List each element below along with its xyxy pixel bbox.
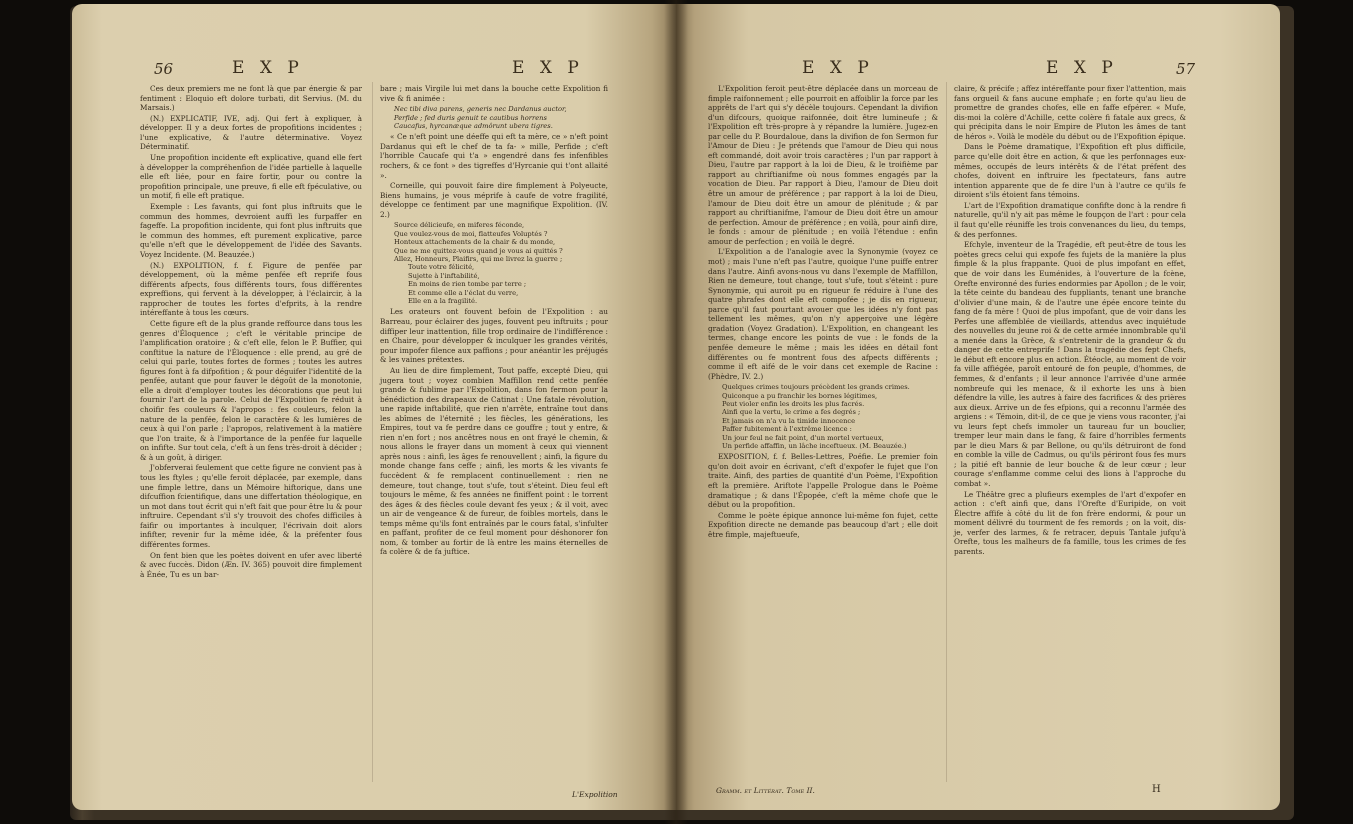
right-page bbox=[676, 4, 1280, 810]
paragraph: Exemple : Les favants, qui font plus inftruits que le commun des hommes, devroient auffi les furpaffer en fageffe. La propofition incidente, qui font plus inftruits que le commun des hommes, eft purement explicative, parce qu'elle n'eft que le développement de l'idée des Savants. Voyez Incidente. (M. Beauzée.) bbox=[140, 202, 362, 259]
verse-line: Peut violer enfin les droits les plus facrés. bbox=[722, 399, 865, 408]
signature-mark: H bbox=[1152, 784, 1161, 795]
verse-line: Caucafus, hyrcanæque admôrunt ubera tigres. bbox=[394, 121, 553, 130]
left-running-head-2: E X P bbox=[512, 58, 584, 78]
right-page-number: 57 bbox=[1176, 60, 1196, 78]
paragraph: EXPOSITION, f. f. Belles-Lettres, Poéfie. Le premier foin qu'on doit avoir en écrivant, c'eft d'expofer le fujet que l'on traite. Ainfi, des parties de quantité d'un Poème, l'Expofition eft la première. Ariftote l'appelle Prologue dans le Poème dramatique ; & dans l'Épopée, c'eft la même chofe que le début ou la propofition. bbox=[708, 452, 938, 510]
left-column-2 bbox=[380, 84, 608, 558]
column-rule bbox=[372, 82, 373, 782]
right-column-2 bbox=[954, 84, 1186, 558]
paragraph: Comme le poète épique annonce lui-même fon fujet, cette Expofition directe ne demande pas beaucoup d'art ; elle doit être fimple, majeftueufe, bbox=[708, 510, 938, 539]
paragraph: Dans le Poème dramatique, l'Expofition eft plus difficile, parce qu'elle doit être en action, & que les perfonnages eux-mêmes, occupés de leurs intérêts & de l'état préfent des chofes, doivent en inftruire les fpectateurs, fans autre intention apparente que de fe dire l'un à l'autre ce qu'ils fe diroient s'ils étoient fans témoins. bbox=[954, 142, 1186, 200]
paragraph: « Ce n'eft point une déeffe qui eft ta mère, ce » n'eft point Dardanus qui eft le chef de ta fa- » mille, Perfide ; c'eft l'horrible Caucafe qui t'a » engendré dans fes infenfibles rochers, & ce font » des tigreffes d'Hyrcanie qui t'ont allaité ». bbox=[380, 132, 608, 180]
paragraph: J'obferverai feulement que cette figure ne convient pas à tous les ftyles ; qu'elle feroit déplacée, par exemple, dans une fimple lettre, dans un Mémoire hiftorique, dans une difcuffion fcientifique, dans une differtation théologique, en un mot dans tout écrit qui n'eft fait que pour être lu & pour inftruire. Cependant s'il s'y trouvoit des chofes difficiles à faifir ou importantes à inculquer, l'écrivain doit alors infifter, revenir fur la même idée, & la préfenter fous différentes formes. bbox=[140, 463, 362, 549]
verse-line: Sujette à l'inftabilité, bbox=[408, 271, 480, 280]
verse-line: Perfide ; fed duris genuit te cautibus horrens bbox=[394, 113, 547, 122]
verse-line: Nec tibi diva parens, generis nec Dardanus auctor, bbox=[394, 105, 567, 114]
volume-footer: Gramm. et Littérat. Tome II. bbox=[716, 786, 815, 795]
verse-line: Et comme elle a l'éclat du verre, bbox=[408, 288, 519, 297]
paragraph: Le Théâtre grec a plufieurs exemples de l'art d'expofer en action : c'eft ainfi que, dans l'Orefte d'Euripide, on voit Électre affife à côté du lit de fon frère endormi, & pour un moment délivré du tourment de fes remords ; on la voit, dis-je, verfer des larmes, & fe retracer, depuis Tantale jufqu'à Orefte, tous les malheurs de fa famille, tous les crimes de fes parents. bbox=[954, 489, 1186, 556]
paragraph: Efchyle, inventeur de la Tragédie, eft peut-être de tous les poètes grecs celui qui expofe fes fujets de la manière la plus fimple & la plus frappante. Quoi de plus impofant en effet, que de voir dans les Euménides, à l'ouverture de la fcène, Orefte environné des furies endormies par Apollon ; de le voir, la tête ceinte du bandeau des fuppliants, tenant une branche d'olivier d'une main, & de l'autre une épée encore teinte du fang de fa mère ! Quoi de plus impofant, que de voir dans les Perfes une affemblée de vieillards, attendus avec inquiétude des nouvelles du jeune roi & de cette armée innombrable qu'il a menée dans la Grèce, & s'entretenir de la grandeur & du danger de cette entreprife ! Dans la tragédie des fept Chefs, le début eft encore plus en action. Étéocle, au moment de voir fa ville affiégée, paroît entouré de fon peuple, d'hommes, de femmes, & d'enfants ; il leur annonce l'arrivée d'une armée nombreufe qui les menace, & il exhorte les uns à bien défendre la ville, les autres à faire des facrifices & des prières aux dieux. Arrive un de fes efpions, qui a reconnu l'armée des argiens : « Témoin, dit-il, de ce que je viens vous raconter, j'ai vu leurs fept chefs immoler un taureau fur un bouclier, tremper leur main dans le fang, & faire d'horribles ferments par le dieu Mars & par Bellone, ou qu'ils détruiront de fond en comble la ville de Cadmus, ou qu'ils périront fous fes murs ; la pitié eft bannie de leur bouche & de leur cœur ; leur courage s'enflamme comme celui des lions à l'approche du combat ». bbox=[954, 240, 1186, 488]
verse-line: Honteux attachements de la chair & du monde, bbox=[394, 238, 556, 247]
verse-line: Paffer fubitement à l'extrême licence : bbox=[722, 425, 852, 434]
latin-verse bbox=[394, 105, 608, 130]
french-verse bbox=[722, 383, 938, 450]
verse-line: Elle en a la fragilité. bbox=[408, 297, 478, 306]
paragraph: bare ; mais Virgile lui met dans la bouche cette Expolition fi vive & fi animée : bbox=[380, 84, 608, 103]
verse-line: Quelques crimes toujours précèdent les grands crimes. bbox=[722, 383, 910, 392]
column-rule bbox=[946, 82, 947, 782]
paragraph: On fent bien que les poètes doivent en ufer avec liberté & avec fuccès. Didon (Æn. IV. 365) pouvoit dire fimplement à Énée, Tu es un bar- bbox=[140, 550, 362, 579]
right-running-head-2: E X P bbox=[1046, 58, 1118, 78]
paragraph: L'art de l'Expofition dramatique confifte donc à la rendre fi naturelle, qu'il n'y ait pas même le foupçon de l'art : pour cela il faut qu'elle réuniffe les trois convenances du lieu, du temps, & des perfonnes. bbox=[954, 200, 1186, 239]
left-running-head-1: E X P bbox=[232, 58, 304, 78]
french-verse bbox=[394, 221, 608, 305]
paragraph: (N.) EXPLICATIF, IVE, adj. Qui fert à expliquer, à développer. Il y a deux fortes de propofitions incidentes ; l'une explicative, & l'autre déterminative. Voyez Déterminatif. bbox=[140, 113, 362, 152]
paragraph: Les orateurs ont fouvent befoin de l'Expolition : au Barreau, pour éclairer des juges, fouvent peu inftruits ; pour diffiper leur inattention, fille trop ordinaire de l'indifférence : en Chaire, pour développer & inculquer les grandes vérités, pour impofer filence aux paffions ; pour anéantir les préjugés & les vaines prétextes. bbox=[380, 307, 608, 365]
verse-line: Et jamais on n'a vu la timide innocence bbox=[722, 416, 856, 425]
paragraph: claire, & précife ; affez intéreffante pour fixer l'attention, mais fans orgueil & fans aucune emphafe ; en forte qu'au lieu de promettre de grandes chofes, elle en faffe efpérer. « Mufe, dis-moi la colère d'Achille, cette colère fi fatale aux grecs, & qui précipita dans le noir Empire de Pluton les âmes de tant de héros ». Voilà le modèle du début ou de l'Expofition épique. bbox=[954, 84, 1186, 141]
paragraph: L'Expolition feroit peut-être déplacée dans un morceau de fimple raifonnement ; elle pourroit en affoiblir la force par les apprêts de l'art qui s'y décèle toujours. Cependant la divifion d'un difcours, quoique raifonnée, doit être lumineufe ; & l'Expolition eft très-propre à y répandre la lumière. Jugez-en par celle du P. Bourdaloue, dans la divifion de fon Sermon fur l'Amour de Dieu : Je prétends que l'amour de Dieu qui nous eft commandé, doit avoir trois caractères ; l'un par rapport à Dieu, l'autre par rapport à la loi de Dieu, & le troifième par rapport au chriftianifme où nous fommes engagés par la vocation de Dieu. Par rapport à Dieu, l'amour de Dieu doit être un amour de préférence ; par rapport à la loi de Dieu, l'amour de Dieu doit être un amour de plénitude ; & par rapport au chriftianifme, l'amour de Dieu doit être un amour de perfection. Amour de préférence ; en voilà, pour ainfi dire, le fonds : amour de plénitude ; en voilà l'étendue : enfin amour de perfection ; en voilà le degré. bbox=[708, 84, 938, 246]
paragraph: (N.) EXPOLITION, f. f. Figure de penfée par développement, où la même penfée eft reprife fous différents afpects, fous différents tours, fous différentes expreffions, qui fervent à la développer, à l'éclaircir, à la rapprocher de toutes les fortes d'efprits, à la rendre intéreffante à tous les cœurs. bbox=[140, 260, 362, 318]
verse-line: Que ne me quittez-vous quand je vous ai quittés ? bbox=[394, 246, 563, 255]
verse-line: Allez, Honneurs, Plaifirs, qui me livrez la guerre ; bbox=[394, 255, 563, 264]
right-column-1 bbox=[708, 84, 938, 541]
verse-line: En moins de rien tombe par terre ; bbox=[408, 280, 527, 289]
paragraph: Ces deux premiers me ne font là que par énergie & par fentiment : Eloquio eft dolore turbati, dit Servius. (M. du Marsais.) bbox=[140, 84, 362, 113]
verse-line: Que voulez-vous de moi, flatteufes Voluptés ? bbox=[394, 229, 548, 238]
left-page bbox=[72, 4, 676, 810]
left-page-number: 56 bbox=[154, 60, 174, 78]
verse-line: Toute votre félicité, bbox=[408, 263, 475, 272]
paragraph: Au lieu de dire fimplement, Tout paffe, excepté Dieu, qui jugera tout ; voyez combien Maffillon rend cette penfée grande & fublime par l'Expolition, dans fon fermon pour la bénédiction des drapeaux de Catinat : Une fatale révolution, une rapide inftabilité, que rien n'arrête, entraîne tout dans les abîmes de l'éternité ; les fiècles, les générations, les Empires, tout va fe perdre dans ce gouffre ; tout y entre, & rien n'en fort ; nos ancêtres nous en ont frayé le chemin, & nous allons le frayer dans un moment à ceux qui viennent après nous : ainfi, les âges fe renouvellent ; ainfi, la figure du monde change fans ceffe ; ainfi, les morts & les vivants fe fuccèdent & fe remplacent continuellement : rien ne demeure, tout change, tout s'ufe, tout s'éteint. Dieu feul eft toujours le même, & fes années ne finiffent point : le torrent des âges & des fiècles coule devant fes yeux ; & il voit, avec un air de vengeance & de fureur, de foibles mortels, dans le temps même qu'ils font entraînés par le cours fatal, s'infulter en paffant, profiter de ce feul moment pour déshonorer fon nom, & tomber au fortir de là entre les mains éternelles de fa colère & de fa juftice. bbox=[380, 365, 608, 557]
catchword: L'Expolition bbox=[572, 790, 618, 799]
verse-line: Ainfi que la vertu, le crime a fes degrés ; bbox=[722, 408, 861, 417]
paragraph: Une propofition incidente eft explicative, quand elle fert à développer la compréhenfion de l'idée partielle à laquelle elle eft liée, pour en faire fortir, pour ou contre la propofition principale, une preuve, fi elle eft fpéculative, ou un motif, fi elle eft pratique. bbox=[140, 153, 362, 201]
paragraph: L'Expolition a de l'analogie avec la Synonymie (voyez ce mot) ; mais l'une n'eft pas l'autre, quoique l'une puiffe entrer dans l'autre. Ainfi avons-nous vu dans l'exemple de Maffillon, Rien ne demeure, tout change, tout s'ufe, tout s'éteint : pure Synonymie, qui auroit pu en rigueur fe réduire à l'une des quatre phrafes dont elle eft compofée ; je dis en rigueur, parce qu'il faut pourtant avouer que les idées n'y font pas tellement les mêmes, qu'on n'y apperçoive une légère gradation (Voyez Gradation). L'Expolition, en changeant les termes, change encore les points de vue : le fonds de la penfée demeure le même ; mais les idées en détail font différentes ou fe montrent fous des afpects différents ; comme il eft aifé de le voir dans cet exemple de Racine : (Phèdre, IV. 2.) bbox=[708, 247, 938, 381]
verse-line: Un jour feul ne fait point, d'un mortel vertueux, bbox=[722, 433, 884, 442]
right-running-head-1: E X P bbox=[802, 58, 874, 78]
paragraph: Corneille, qui pouvoit faire dire fimplement à Polyeucte, Biens humains, je vous méprife à caufe de votre fragilité, développe ce fentiment par une magnifique Expolition. (IV. 2.) bbox=[380, 181, 608, 219]
verse-line: Un perfide affaffin, un lâche inceftueux. (M. Beauzée.) bbox=[722, 441, 907, 450]
left-column-1 bbox=[140, 84, 362, 580]
verse-line: Quiconque a pu franchir les bornes légitimes, bbox=[722, 391, 878, 400]
paragraph: Cette figure eft de la plus grande reffource dans tous les genres d'Éloquence ; c'eft le véritable principe de l'amplification oratoire ; & c'eft elle, felon le P. Buffier, qui conftitue la nature de l'Éloquence : elle prend, au gré de celui qui parle, toutes fortes de formes ; toutes les autres figures font à fa difpofition ; & pour déguifer l'identité de la penfée, autant que pour fauver le dégoût de la monotonie, elle a droit d'employer toutes les décorations que peut lui fournir l'art de la parole. Celui de l'Expolition fe réduit à choifir fes couleurs & l'apropos : fes couleurs, felon la nature de la penfée, felon le caractère & les lumières de ceux à qui l'on parle ; l'apropos, relativement à la matière que l'on traite, & à l'importance de la penfée fur laquelle on infifte. Sur tout cela, c'eft à un fens très-droit à décider ; & à un goût, à diriger. bbox=[140, 319, 362, 462]
verse-line: Source délicieufe, en miferes féconde, bbox=[394, 221, 525, 230]
